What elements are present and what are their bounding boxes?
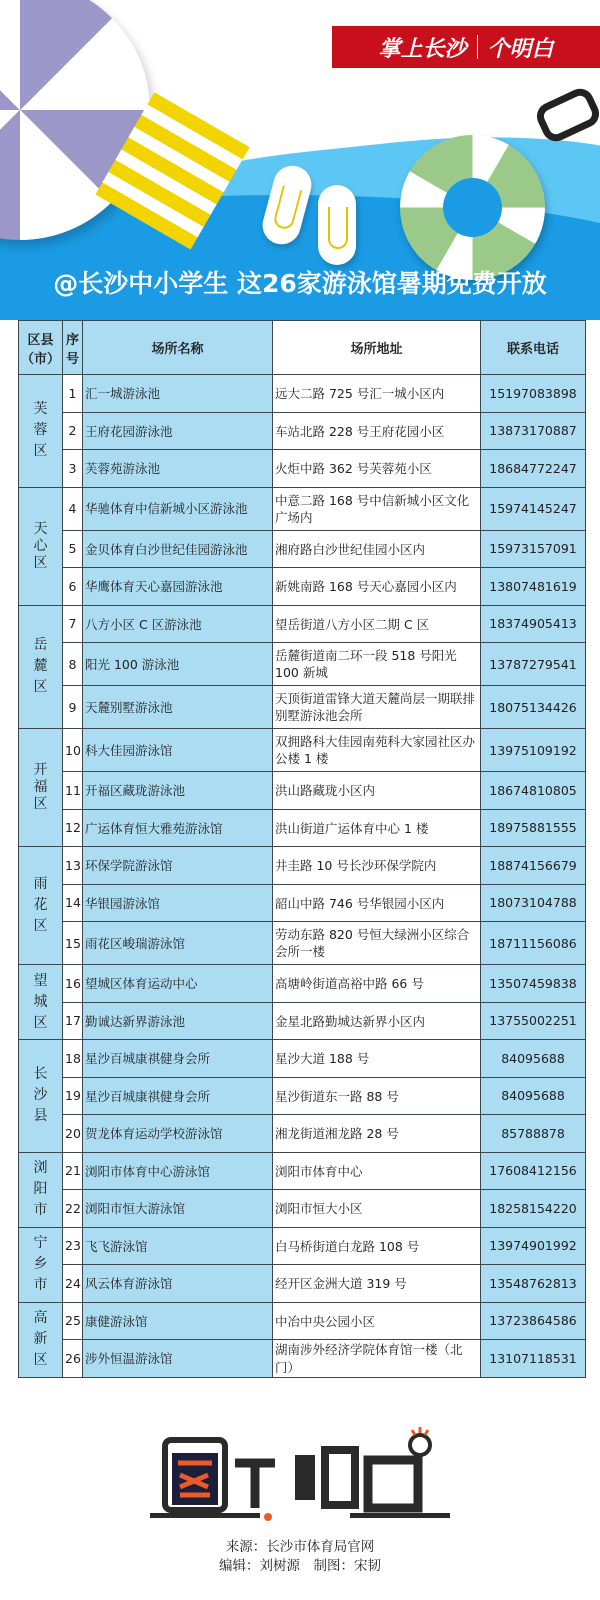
address-cell: 湘府路白沙世纪佳园小区内 <box>273 530 481 568</box>
phone-cell: 13807481619 <box>481 568 586 606</box>
name-cell: 八方小区 C 区游泳池 <box>83 605 273 643</box>
name-cell: 开福区藏珑游泳池 <box>83 772 273 810</box>
address-cell: 湖南涉外经济学院体育馆一楼（北门） <box>273 1340 481 1378</box>
phone-cell: 18874156679 <box>481 847 586 885</box>
address-cell: 湘龙街道湘龙路 28 号 <box>273 1115 481 1153</box>
table-row <box>19 847 586 885</box>
seq-cell: 15 <box>63 922 83 965</box>
name-cell: 贺龙体育运动学校游泳馆 <box>83 1115 273 1153</box>
table-row <box>19 375 586 413</box>
phone-cell: 13107118531 <box>481 1340 586 1378</box>
address-cell: 中意二路 168 号中信新城小区文化广场内 <box>273 487 481 530</box>
phone-cell: 18075134426 <box>481 686 586 729</box>
seq-cell: 12 <box>63 809 83 847</box>
table-row <box>19 605 586 643</box>
name-cell: 华鹰体育天心嘉园游泳池 <box>83 568 273 606</box>
seq-cell: 13 <box>63 847 83 885</box>
name-cell: 星沙百城康祺健身会所 <box>83 1077 273 1115</box>
seq-cell: 18 <box>63 1040 83 1078</box>
table-row <box>19 1115 586 1153</box>
table-row <box>19 922 586 965</box>
name-cell: 金贝体育白沙世纪佳园游泳池 <box>83 530 273 568</box>
name-cell: 飞飞游泳馆 <box>83 1227 273 1265</box>
header-phone: 联系电话 <box>481 321 586 375</box>
address-cell: 高塘岭街道高裕中路 66 号 <box>273 965 481 1003</box>
name-cell: 风云体育游泳馆 <box>83 1265 273 1303</box>
seq-cell: 8 <box>63 643 83 686</box>
seq-cell: 7 <box>63 605 83 643</box>
table-row <box>19 1152 586 1190</box>
seq-cell: 5 <box>63 530 83 568</box>
name-cell: 雨花区峻瑞游泳馆 <box>83 922 273 965</box>
header-address: 场所地址 <box>273 321 481 375</box>
address-cell: 井圭路 10 号长沙环保学院内 <box>273 847 481 885</box>
name-cell: 勤诚达新界游泳池 <box>83 1002 273 1040</box>
phone-cell: 18374905413 <box>481 605 586 643</box>
table-row <box>19 884 586 922</box>
table-row <box>19 1340 586 1378</box>
name-cell: 华银园游泳馆 <box>83 884 273 922</box>
footer <box>0 1390 600 1600</box>
pool-table <box>18 320 586 1378</box>
seq-cell: 14 <box>63 884 83 922</box>
address-cell: 白马桥街道白龙路 108 号 <box>273 1227 481 1265</box>
seq-cell: 6 <box>63 568 83 606</box>
flip-flop-icon <box>318 185 356 265</box>
swim-ring-icon <box>400 135 545 280</box>
phone-cell: 13787279541 <box>481 643 586 686</box>
seq-cell: 17 <box>63 1002 83 1040</box>
header-seq: 序号 <box>63 321 83 375</box>
address-cell: 火炬中路 362 号芙蓉苑小区 <box>273 450 481 488</box>
table-row <box>19 686 586 729</box>
brand-divider <box>477 35 478 59</box>
table-row <box>19 965 586 1003</box>
phone-cell: 13873170887 <box>481 412 586 450</box>
seq-cell: 9 <box>63 686 83 729</box>
address-cell: 双拥路科大佳园南苑科大家园社区办公楼 1 楼 <box>273 729 481 772</box>
phone-cell: 17608412156 <box>481 1152 586 1190</box>
district-cell: 浏阳市 <box>19 1152 63 1227</box>
seq-cell: 2 <box>63 412 83 450</box>
table-row <box>19 1265 586 1303</box>
sunglasses-icon <box>532 84 600 146</box>
address-cell: 洪山路藏珑小区内 <box>273 772 481 810</box>
name-cell: 阳光 100 游泳池 <box>83 643 273 686</box>
phone-cell: 18674810805 <box>481 772 586 810</box>
district-cell: 宁乡市 <box>19 1227 63 1302</box>
name-cell: 广运体育恒大雅苑游泳馆 <box>83 809 273 847</box>
address-cell: 劳动东路 820 号恒大绿洲小区综合会所一楼 <box>273 922 481 965</box>
table-row <box>19 643 586 686</box>
seq-cell: 21 <box>63 1152 83 1190</box>
phone-cell: 13723864586 <box>481 1302 586 1340</box>
table-row <box>19 487 586 530</box>
address-cell: 岳麓街道南二环一段 518 号阳光 100 新城 <box>273 643 481 686</box>
seq-cell: 23 <box>63 1227 83 1265</box>
phone-cell: 13755002251 <box>481 1002 586 1040</box>
address-cell: 金星北路勤城达新界小区内 <box>273 1002 481 1040</box>
seq-cell: 26 <box>63 1340 83 1378</box>
phone-cell: 13507459838 <box>481 965 586 1003</box>
district-cell: 雨花区 <box>19 847 63 965</box>
name-cell: 望城区体育运动中心 <box>83 965 273 1003</box>
phone-cell: 15197083898 <box>481 375 586 413</box>
seq-cell: 22 <box>63 1190 83 1228</box>
seq-cell: 4 <box>63 487 83 530</box>
seq-cell: 10 <box>63 729 83 772</box>
district-cell: 长沙县 <box>19 1040 63 1153</box>
district-cell: 开福区 <box>19 729 63 847</box>
district-cell: 望城区 <box>19 965 63 1040</box>
name-cell: 浏阳市体育中心游泳馆 <box>83 1152 273 1190</box>
table-row <box>19 772 586 810</box>
header-district: 区县（市） <box>19 321 63 375</box>
source-credit: 来源：长沙市体育局官网 <box>225 1539 375 1555</box>
table-row <box>19 1040 586 1078</box>
table-row <box>19 450 586 488</box>
name-cell: 星沙百城康祺健身会所 <box>83 1040 273 1078</box>
address-cell: 车站北路 228 号王府花园小区 <box>273 412 481 450</box>
district-cell: 高新区 <box>19 1302 63 1377</box>
table-row <box>19 1002 586 1040</box>
name-cell: 华驰体育中信新城小区游泳池 <box>83 487 273 530</box>
name-cell: 王府花园游泳池 <box>83 412 273 450</box>
address-cell: 星沙街道东一路 88 号 <box>273 1077 481 1115</box>
table-row <box>19 1077 586 1115</box>
name-cell: 汇一城游泳池 <box>83 375 273 413</box>
address-cell: 浏阳市恒大小区 <box>273 1190 481 1228</box>
name-cell: 涉外恒温游泳馆 <box>83 1340 273 1378</box>
address-cell: 中冶中央公园小区 <box>273 1302 481 1340</box>
table-row <box>19 809 586 847</box>
name-cell: 康健游泳馆 <box>83 1302 273 1340</box>
seq-cell: 25 <box>63 1302 83 1340</box>
phone-cell: 13975109192 <box>481 729 586 772</box>
phone-cell: 15973157091 <box>481 530 586 568</box>
address-cell: 天顶街道雷锋大道天麓尚层一期联排别墅游泳池会所 <box>273 686 481 729</box>
table-row <box>19 729 586 772</box>
address-cell: 远大二路 725 号汇一城小区内 <box>273 375 481 413</box>
table-row <box>19 530 586 568</box>
phone-cell: 84095688 <box>481 1040 586 1078</box>
phone-cell: 18073104788 <box>481 884 586 922</box>
table-row <box>19 568 586 606</box>
phone-cell: 85788878 <box>481 1115 586 1153</box>
header-banner <box>0 0 600 320</box>
address-cell: 韶山中路 746 号华银园小区内 <box>273 884 481 922</box>
name-cell: 芙蓉苑游泳池 <box>83 450 273 488</box>
table-row <box>19 412 586 450</box>
seq-cell: 16 <box>63 965 83 1003</box>
brand-logo-left: 掌上长沙 <box>378 36 467 62</box>
phone-cell: 13974901992 <box>481 1227 586 1265</box>
address-cell: 星沙大道 188 号 <box>273 1040 481 1078</box>
name-cell: 天麓别墅游泳池 <box>83 686 273 729</box>
district-cell: 岳麓区 <box>19 605 63 729</box>
seq-cell: 19 <box>63 1077 83 1115</box>
phone-cell: 18711156086 <box>481 922 586 965</box>
district-cell: 天心区 <box>19 487 63 605</box>
header-name: 场所名称 <box>83 321 273 375</box>
address-cell: 望岳街道八方小区二期 C 区 <box>273 605 481 643</box>
name-cell: 科大佳园游泳馆 <box>83 729 273 772</box>
district-cell: 芙蓉区 <box>19 375 63 488</box>
seq-cell: 3 <box>63 450 83 488</box>
address-cell: 经开区金洲大道 319 号 <box>273 1265 481 1303</box>
phone-cell: 18975881555 <box>481 809 586 847</box>
table-row <box>19 1227 586 1265</box>
logo-icon <box>150 1425 450 1525</box>
table-row <box>19 1190 586 1228</box>
phone-cell: 15974145247 <box>481 487 586 530</box>
table-row <box>19 1302 586 1340</box>
address-cell: 洪山街道广运体育中心 1 楼 <box>273 809 481 847</box>
address-cell: 新姚南路 168 号天心嘉园小区内 <box>273 568 481 606</box>
page-title: @长沙中小学生 这26家游泳馆暑期免费开放 <box>53 269 547 298</box>
name-cell: 浏阳市恒大游泳馆 <box>83 1190 273 1228</box>
seq-cell: 1 <box>63 375 83 413</box>
seq-cell: 24 <box>63 1265 83 1303</box>
phone-cell: 18258154220 <box>481 1190 586 1228</box>
phone-cell: 13548762813 <box>481 1265 586 1303</box>
editor-credit: 编辑：刘树源 制图：宋韧 <box>219 1558 381 1574</box>
name-cell: 环保学院游泳馆 <box>83 847 273 885</box>
brand-logo-right: 个明白 <box>487 36 554 62</box>
seq-cell: 20 <box>63 1115 83 1153</box>
seq-cell: 11 <box>63 772 83 810</box>
brand-bar <box>332 26 600 68</box>
phone-cell: 18684772247 <box>481 450 586 488</box>
phone-cell: 84095688 <box>481 1077 586 1115</box>
address-cell: 浏阳市体育中心 <box>273 1152 481 1190</box>
